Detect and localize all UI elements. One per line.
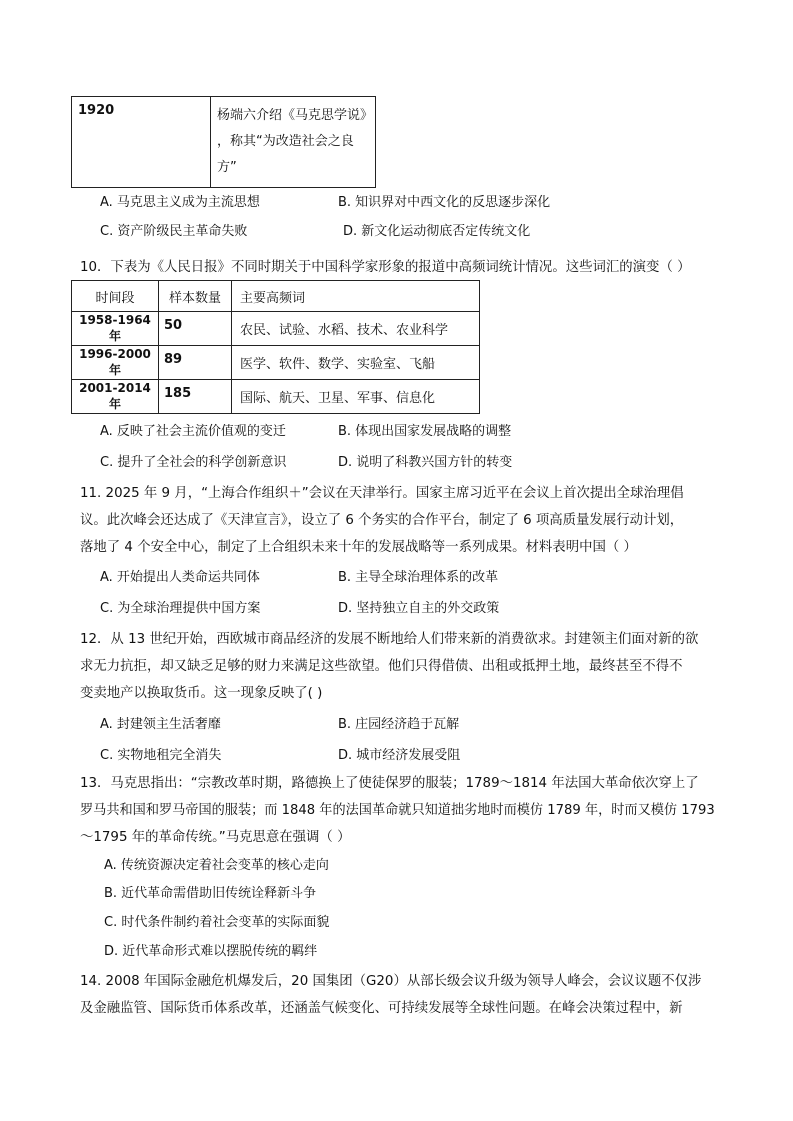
q12-line-2: 求无力抗拒，却又缺乏足够的财力来满足这些欲望。他们只得借债、出租或抵押土地，最终甚至不得不 bbox=[80, 659, 683, 674]
q12-line-1: 12．从 13 世纪开始，西欧城市商品经济的发展不断地给人们带来新的消费欲求。封建领主们面对新的欲 bbox=[80, 632, 699, 647]
q10-stem: 10．下表为《人民日报》不同时期关于中国科学家形象的报道中高频词统计情况。这些词汇的演变（ ） bbox=[80, 260, 691, 275]
q10-header-words: 主要高频词 bbox=[232, 281, 480, 312]
q13-line-1: 13．马克思指出：“宗教改革时期，路德换上了使徒保罗的服装；1789～1814 年法国大革命依次穿上了 bbox=[80, 776, 699, 791]
table1-event: 杨端六介绍《马克思学说》 ，称其“为改造社会之良 方” bbox=[211, 97, 376, 188]
q11-line-3: 落地了 4 个安全中心，制定了上合组织未来十年的发展战略等一系列成果。材料表明中国（ ） bbox=[80, 540, 637, 555]
q13-option-d[interactable]: D. 近代革命形式难以摆脱传统的羁绊 bbox=[104, 944, 318, 959]
q10-option-b[interactable]: B. 体现出国家发展战略的调整 bbox=[338, 424, 512, 439]
q11-option-d[interactable]: D. 坚持独立自主的外交政策 bbox=[338, 601, 500, 616]
q10-header-count: 样本数量 bbox=[159, 281, 232, 312]
q10-option-d[interactable]: D. 说明了科教兴国方针的转变 bbox=[338, 455, 513, 470]
q11-option-a[interactable]: A. 开始提出人类命运共同体 bbox=[100, 570, 260, 585]
q12-option-b[interactable]: B. 庄园经济趋于瓦解 bbox=[338, 717, 460, 732]
q10-row1-words: 农民、试验、水稻、技术、农业科学 bbox=[232, 312, 480, 346]
q11-option-c[interactable]: C. 为全球治理提供中国方案 bbox=[100, 601, 261, 616]
q10-option-a[interactable]: A. 反映了社会主流价值观的变迁 bbox=[100, 424, 286, 439]
q10-row3-count: 185 bbox=[159, 380, 232, 414]
q10-row2-period: 1996-2000 年 bbox=[72, 346, 159, 380]
table-row bbox=[72, 380, 480, 414]
q13-option-b[interactable]: B. 近代革命需借助旧传统诠释新斗争 bbox=[104, 886, 317, 901]
q10-row1-count: 50 bbox=[159, 312, 232, 346]
q12-option-d[interactable]: D. 城市经济发展受阻 bbox=[338, 748, 461, 763]
q10-table bbox=[71, 280, 480, 414]
q14-line-2: 及金融监管、国际货币体系改革，还涵盖气候变化、可持续发展等全球性问题。在峰会决策过程中，新 bbox=[80, 1001, 683, 1016]
q13-option-a[interactable]: A. 传统资源决定着社会变革的核心走向 bbox=[104, 858, 329, 873]
q13-line-3: ～1795 年的革命传统。”马克思意在强调（ ） bbox=[80, 830, 351, 845]
q11-option-b[interactable]: B. 主导全球治理体系的改革 bbox=[338, 570, 499, 585]
q10-row3-period: 2001-2014 年 bbox=[72, 380, 159, 414]
q14-line-1: 14. 2008 年国际金融危机爆发后，20 国集团（G20）从部长级会议升级为领导人峰会，会议议题不仅涉 bbox=[80, 974, 702, 989]
table-1920 bbox=[71, 96, 376, 188]
q10-option-c[interactable]: C. 提升了全社会的科学创新意识 bbox=[100, 455, 287, 470]
table1-year: 1920 bbox=[72, 97, 211, 188]
q12-line-3: 变卖地产以换取货币。这一现象反映了( ) bbox=[80, 686, 323, 701]
q9-option-a[interactable]: A. 马克思主义成为主流思想 bbox=[100, 195, 260, 210]
q12-option-a[interactable]: A. 封建领主生活奢靡 bbox=[100, 717, 221, 732]
q9-option-d[interactable]: D. 新文化运动彻底否定传统文化 bbox=[343, 224, 531, 239]
table-row bbox=[72, 312, 480, 346]
q9-option-b[interactable]: B. 知识界对中西文化的反思逐步深化 bbox=[338, 195, 551, 210]
q9-option-c[interactable]: C. 资产阶级民主革命失败 bbox=[100, 224, 248, 239]
table-row bbox=[72, 346, 480, 380]
q13-option-c[interactable]: C. 时代条件制约着社会变革的实际面貌 bbox=[104, 915, 330, 930]
q10-header-period: 时间段 bbox=[72, 281, 159, 312]
q10-row2-count: 89 bbox=[159, 346, 232, 380]
q10-row3-words: 国际、航天、卫星、军事、信息化 bbox=[232, 380, 480, 414]
q11-line-1: 11. 2025 年 9 月，“上海合作组织＋”会议在天津举行。国家主席习近平在会议上首次提出全球治理倡 bbox=[80, 486, 684, 501]
q13-line-2: 罗马共和国和罗马帝国的服装；而 1848 年的法国革命就只知道拙劣地时而模仿 1789 年，时而又模仿 1793 bbox=[80, 803, 715, 818]
q11-line-2: 议。此次峰会还达成了《天津宣言》，设立了 6 个务实的合作平台，制定了 6 项高质量发展行动计划， bbox=[80, 513, 684, 528]
q10-row1-period: 1958-1964 年 bbox=[72, 312, 159, 346]
q10-row2-words: 医学、软件、数学、实验室、飞船 bbox=[232, 346, 480, 380]
q12-option-c[interactable]: C. 实物地租完全消失 bbox=[100, 748, 222, 763]
